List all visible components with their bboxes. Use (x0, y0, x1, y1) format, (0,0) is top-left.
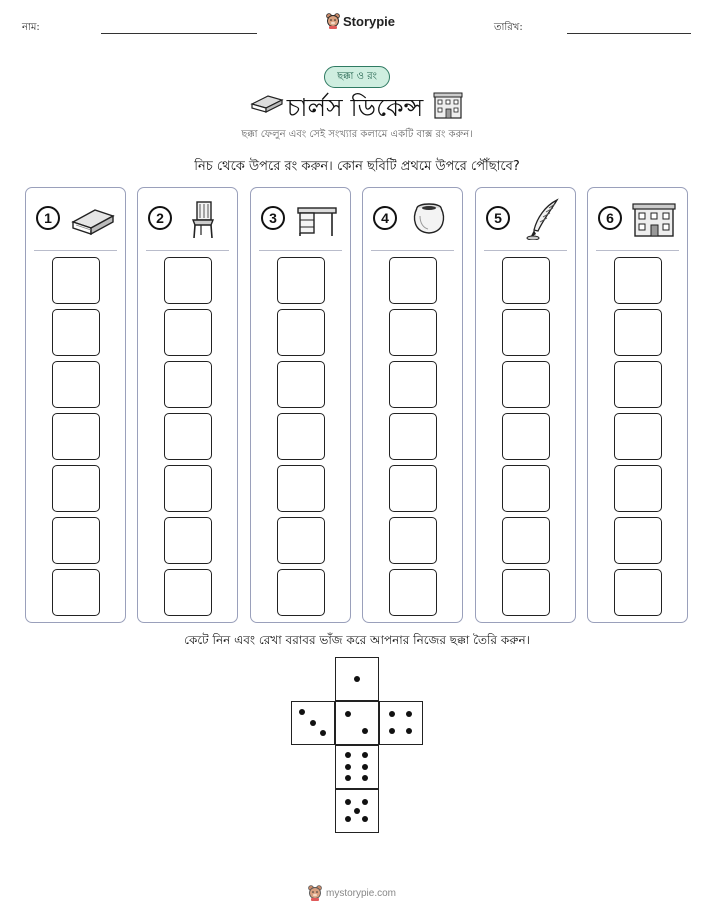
column-6 (587, 187, 688, 623)
inkpot-icon (406, 198, 452, 240)
column-5 (475, 187, 576, 623)
page-title: চার্লস ডিকেন্স (286, 93, 424, 122)
color-box[interactable] (164, 257, 212, 304)
column-header (363, 188, 462, 250)
bear-icon (326, 13, 340, 29)
color-box[interactable] (614, 413, 662, 460)
column-1 (25, 187, 126, 623)
dice-face-left (291, 701, 335, 745)
color-box[interactable] (502, 465, 550, 512)
color-box[interactable] (502, 257, 550, 304)
house-icon (433, 90, 463, 120)
column-number: 1 (36, 206, 60, 230)
column-number: 5 (486, 206, 510, 230)
dice-face-top (335, 657, 379, 701)
color-box[interactable] (52, 517, 100, 564)
color-box[interactable] (277, 361, 325, 408)
name-line (101, 33, 257, 34)
dice-pip (362, 799, 368, 805)
column-number: 6 (598, 206, 622, 230)
color-box[interactable] (389, 309, 437, 356)
dice-pip (406, 711, 412, 717)
color-box[interactable] (52, 309, 100, 356)
color-box[interactable] (164, 517, 212, 564)
footer (308, 885, 396, 901)
column-header (26, 188, 125, 250)
color-box[interactable] (277, 465, 325, 512)
color-box[interactable] (389, 517, 437, 564)
dice-pip (389, 728, 395, 734)
color-box[interactable] (389, 413, 437, 460)
dice-face-lower (335, 745, 379, 789)
color-box[interactable] (164, 309, 212, 356)
color-box[interactable] (52, 413, 100, 460)
color-box[interactable] (164, 465, 212, 512)
color-box[interactable] (52, 361, 100, 408)
dice-pip (362, 728, 368, 734)
dice-face-right (379, 701, 423, 745)
cut-instruction: কেটে নিন এবং রেখা বরাবর ভাঁজ করে আপনার নিজের ছক্কা তৈরি করুন। (184, 633, 530, 647)
dice-pip (320, 730, 326, 736)
dice-pip (299, 709, 305, 715)
column-divider (146, 250, 229, 251)
color-box[interactable] (277, 569, 325, 616)
dice-pip (354, 676, 360, 682)
column-number: 2 (148, 206, 172, 230)
color-box[interactable] (502, 569, 550, 616)
color-box[interactable] (52, 465, 100, 512)
color-box[interactable] (389, 569, 437, 616)
color-box[interactable] (52, 257, 100, 304)
date-line (567, 33, 691, 34)
footer-url[interactable]: mystorypie.com (326, 887, 397, 899)
color-box[interactable] (502, 517, 550, 564)
column-4 (362, 187, 463, 623)
color-box[interactable] (614, 361, 662, 408)
dice-pip (345, 711, 351, 717)
column-header (251, 188, 350, 250)
column-divider (259, 250, 342, 251)
color-box[interactable] (389, 465, 437, 512)
color-box[interactable] (52, 569, 100, 616)
column-divider (484, 250, 567, 251)
desk-icon (294, 198, 340, 240)
dice-pip (362, 775, 368, 781)
dice-pip (354, 808, 360, 814)
name-label: নাম: (22, 22, 40, 33)
dice-pip (362, 752, 368, 758)
brand-logo (326, 13, 395, 29)
quill-icon (519, 198, 565, 240)
dice-pip (310, 720, 316, 726)
subtitle: ছক্কা ফেলুন এবং সেই সংখ্যার কলামে একটি বাক্স রং করুন। (241, 129, 473, 140)
color-box[interactable] (614, 465, 662, 512)
book-icon (69, 198, 115, 240)
instruction: নিচ থেকে উপরে রং করুন। কোন ছবিটি প্রথমে উপরে পৌঁছাবে? (194, 159, 520, 174)
brand-name: Storypie (343, 13, 396, 29)
color-box[interactable] (277, 517, 325, 564)
color-box[interactable] (614, 569, 662, 616)
column-divider (596, 250, 679, 251)
column-divider (371, 250, 454, 251)
dice-pip (345, 764, 351, 770)
dice-pip (362, 816, 368, 822)
color-box[interactable] (277, 309, 325, 356)
color-box[interactable] (277, 257, 325, 304)
color-box[interactable] (614, 257, 662, 304)
column-header (138, 188, 237, 250)
dice-face-center (335, 701, 379, 745)
dice-face-bottom (335, 789, 379, 833)
color-box[interactable] (277, 413, 325, 460)
dice-pip (389, 711, 395, 717)
bear-icon (308, 885, 322, 901)
column-2 (137, 187, 238, 623)
date-label: তারিখ: (494, 22, 523, 33)
dice-pip (345, 775, 351, 781)
color-box[interactable] (389, 257, 437, 304)
column-header (588, 188, 687, 250)
dice-pip (345, 816, 351, 822)
book-icon (250, 92, 284, 114)
color-box[interactable] (614, 309, 662, 356)
column-header (476, 188, 575, 250)
column-number: 3 (261, 206, 285, 230)
column-3 (250, 187, 351, 623)
dice-pip (345, 799, 351, 805)
dice-pip (362, 764, 368, 770)
color-box[interactable] (164, 569, 212, 616)
dice-pip (406, 728, 412, 734)
column-divider (34, 250, 117, 251)
column-number: 4 (373, 206, 397, 230)
color-box[interactable] (389, 361, 437, 408)
dice-pip (345, 752, 351, 758)
color-box[interactable] (502, 361, 550, 408)
color-box[interactable] (502, 413, 550, 460)
activity-badge: ছক্কা ও রং (324, 66, 390, 88)
chair-icon (181, 198, 227, 240)
color-box[interactable] (502, 309, 550, 356)
color-box[interactable] (164, 413, 212, 460)
house-icon (631, 198, 677, 240)
color-box[interactable] (164, 361, 212, 408)
color-box[interactable] (614, 517, 662, 564)
